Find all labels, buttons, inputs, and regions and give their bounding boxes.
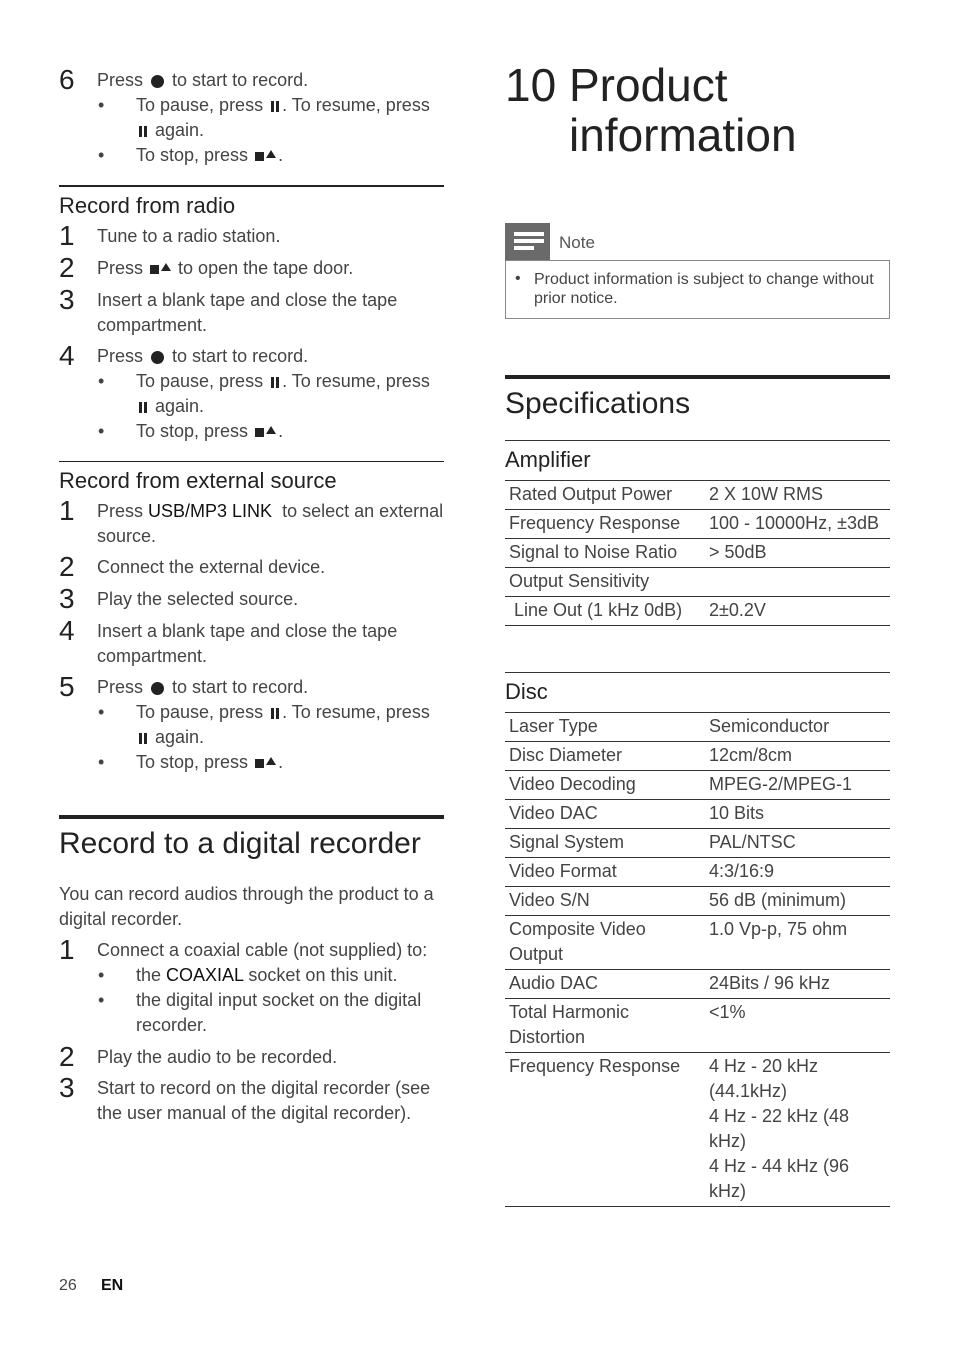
step (59, 934, 444, 965)
step-text: Insert a blank tape and close the tape compartment. (97, 290, 398, 335)
bullet-text: To stop, press (136, 145, 249, 165)
spec-value: > 50dB (705, 539, 890, 568)
step-text: Press (97, 258, 144, 278)
spec-key: Video S/N (505, 887, 705, 916)
spec-row (505, 1053, 890, 1207)
bullet: • the COAXIAL socket on this unit. (98, 965, 398, 985)
bullet: • the digital input socket on the digital recorder. (98, 990, 422, 1035)
bullet-text: To pause, press (136, 95, 264, 115)
spec-row (505, 858, 890, 887)
spec-row (505, 771, 890, 800)
spec-key: Rated Output Power (505, 481, 705, 510)
stop-eject-icon (255, 428, 276, 437)
step-number: 3 (59, 583, 75, 614)
spec-key: Video Decoding (505, 771, 705, 800)
step (59, 64, 444, 95)
spec-key: Video Format (505, 858, 705, 887)
spec-row (505, 539, 890, 568)
spec-key: Video DAC (505, 800, 705, 829)
chapter-number: 10 (505, 59, 557, 111)
spec-row (505, 829, 890, 858)
spec-value: 2 X 10W RMS (705, 481, 890, 510)
bullet: • To pause, press . To resume, press again. (98, 95, 430, 140)
chapter-title-line2: information (569, 109, 797, 161)
record-icon (151, 75, 164, 88)
spec-value: 100 - 10000Hz, ±3dB (705, 510, 890, 539)
chapter-title (505, 60, 890, 170)
step-number: 3 (59, 284, 75, 315)
step-text: Insert a blank tape and close the tape compartment. (97, 621, 398, 666)
record-icon (151, 351, 164, 364)
spec-row (505, 887, 890, 916)
bullet-text: the digital input socket on the digital recorder. (136, 990, 422, 1035)
coaxial-key: COAXIAL (166, 965, 244, 985)
step-number: 5 (59, 671, 75, 702)
bullet-text: socket on this unit. (243, 965, 398, 985)
step (59, 284, 444, 338)
step-text: Press (97, 346, 144, 366)
bullet-text: . To resume, press (282, 95, 430, 115)
spec-value: 24Bits / 96 kHz (705, 970, 890, 999)
spec-row (505, 742, 890, 771)
step (59, 340, 444, 371)
bullet: • To stop, press . (98, 421, 284, 441)
bullet-text: . To resume, press (282, 371, 430, 391)
note-content: • Product information is subject to change without prior notice. (505, 260, 890, 319)
section-heading-digital: Record to a digital recorder (59, 815, 444, 863)
step-text: Tune to a radio station. (97, 226, 281, 246)
step-number: 2 (59, 551, 75, 582)
spec-row (505, 597, 890, 626)
step (59, 551, 444, 582)
step-number: 6 (59, 64, 75, 95)
spec-row (505, 970, 890, 999)
note-box (505, 223, 890, 320)
bullet-text: . (278, 145, 284, 165)
amplifier-heading: Amplifier (505, 440, 890, 481)
step-text: Connect the external device. (97, 557, 326, 577)
spec-row (505, 800, 890, 829)
step-text: Connect a coaxial cable (not supplied) to: (97, 940, 428, 960)
spec-key: Line Out (1 kHz 0dB) (505, 597, 705, 626)
right-column (505, 60, 890, 1207)
spec-key: Output Sensitivity (505, 568, 705, 597)
bullet-text: . (278, 421, 284, 441)
step-text: to start to record. (172, 70, 309, 90)
bullet: • To pause, press . To resume, press again. (98, 702, 430, 747)
step-number: 4 (59, 340, 75, 371)
spec-key: Disc Diameter (505, 742, 705, 771)
step-text: Start to record on the digital recorder (see the user manual of the digital recorder). (97, 1078, 431, 1123)
step-number: 2 (59, 252, 75, 283)
bullet-text: . To resume, press (282, 702, 430, 722)
step-number: 3 (59, 1072, 75, 1103)
spec-value: 4 Hz - 20 kHz (44.1kHz) 4 Hz - 22 kHz (48 kHz) 4 Hz - 44 kHz (96 kHz) (705, 1053, 890, 1207)
spec-key: Composite Video Output (505, 916, 705, 970)
step (59, 495, 449, 549)
page-number: 26 (59, 1277, 77, 1294)
spec-key: Signal System (505, 829, 705, 858)
step-text: Play the audio to be recorded. (97, 1047, 338, 1067)
amplifier-table (505, 481, 890, 626)
step-number: 1 (59, 220, 75, 251)
step-text: to start to record. (172, 346, 309, 366)
spec-key: Frequency Response (505, 1053, 705, 1207)
spec-key: Signal to Noise Ratio (505, 539, 705, 568)
note-text: Product information is subject to change without prior notice. (534, 271, 874, 307)
step-text: Press (97, 501, 149, 521)
step (59, 1041, 444, 1072)
note-label: Note (559, 233, 595, 252)
step-text: to start to record. (172, 677, 309, 697)
section-heading-radio: Record from radio (59, 185, 444, 220)
bullet-text: again. (155, 120, 205, 140)
spec-value: MPEG-2/MPEG-1 (705, 771, 890, 800)
language-label: EN (101, 1277, 124, 1294)
bullet: • To stop, press . (98, 752, 284, 772)
section-heading-external: Record from external source (59, 461, 444, 495)
step-number: 1 (59, 934, 75, 965)
disc-heading: Disc (505, 672, 890, 713)
spec-key: Frequency Response (505, 510, 705, 539)
spec-value: 10 Bits (705, 800, 890, 829)
spec-value: PAL/NTSC (705, 829, 890, 858)
disc-table (505, 713, 890, 1207)
step-number: 2 (59, 1041, 75, 1072)
specifications-heading: Specifications (505, 375, 890, 423)
spec-value: Semiconductor (705, 713, 890, 742)
stop-eject-icon (255, 152, 276, 161)
spec-row (505, 568, 890, 597)
step (59, 1072, 444, 1126)
step (59, 220, 444, 251)
pause-icon (138, 733, 148, 744)
step (59, 583, 444, 614)
step (59, 252, 444, 283)
pause-icon (138, 126, 148, 137)
spec-key: Audio DAC (505, 970, 705, 999)
spec-value: <1% (705, 999, 890, 1053)
step-number: 1 (59, 495, 75, 526)
step-text: Press (97, 677, 144, 697)
stop-eject-icon (150, 265, 171, 274)
note-icon (505, 223, 550, 260)
bullet-text: To pause, press (136, 702, 264, 722)
bullet-text: the (136, 965, 167, 985)
step-number: 4 (59, 615, 75, 646)
bullet-text: again. (155, 396, 205, 416)
bullet-text: To stop, press (136, 752, 249, 772)
spec-value: 56 dB (minimum) (705, 887, 890, 916)
pause-icon (270, 377, 280, 388)
step-text: Press (97, 70, 144, 90)
pause-icon (270, 101, 280, 112)
spec-row (505, 510, 890, 539)
spec-value (705, 568, 890, 597)
step (59, 615, 444, 669)
spec-value: 4:3/16:9 (705, 858, 890, 887)
spec-value: 12cm/8cm (705, 742, 890, 771)
step-text: Play the selected source. (97, 589, 299, 609)
record-icon (151, 682, 164, 695)
spec-row (505, 481, 890, 510)
spec-value: 2±0.2V (705, 597, 890, 626)
bullet: • To stop, press . (98, 145, 284, 165)
bullet-text: . (278, 752, 284, 772)
spec-row (505, 916, 890, 970)
step-text: to open the tape door. (178, 258, 354, 278)
spec-value: 1.0 Vp-p, 75 ohm (705, 916, 890, 970)
spec-row (505, 999, 890, 1053)
usb-mp3-link-key: USB/MP3 LINK (148, 501, 273, 521)
left-column (59, 64, 449, 1126)
step-text: to select an external source. (97, 501, 449, 546)
chapter-title-line1: Product (569, 59, 728, 111)
spec-key: Laser Type (505, 713, 705, 742)
spec-key: Total Harmonic Distortion (505, 999, 705, 1053)
spec-row (505, 713, 890, 742)
digital-intro: You can record audios through the product to a digital recorder. (59, 884, 434, 929)
bullet-text: again. (155, 727, 205, 747)
bullet: • To pause, press . To resume, press again. (98, 371, 430, 416)
bullet-text: To pause, press (136, 371, 264, 391)
pause-icon (138, 402, 148, 413)
bullet-text: To stop, press (136, 421, 249, 441)
stop-eject-icon (255, 759, 276, 768)
step (59, 671, 444, 702)
pause-icon (270, 708, 280, 719)
